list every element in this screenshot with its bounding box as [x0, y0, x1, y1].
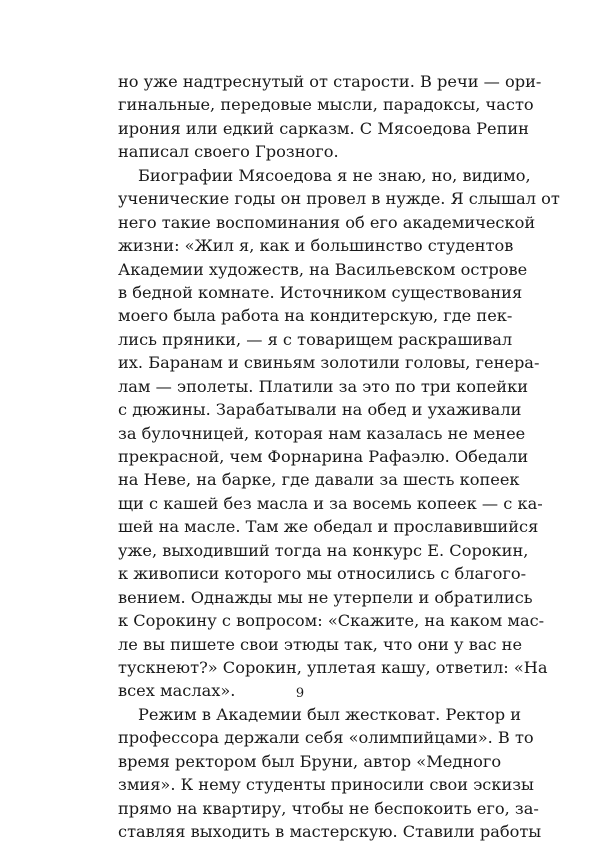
text-line: за булочницей, которая нам казалась не менее [118, 423, 526, 443]
text-line: профессора держали себя «олимпийцами». В то [118, 728, 534, 748]
text-line: Режим в Академии был жестковат. Ректор и [138, 704, 522, 724]
text-line: щи с кашей без масла и за восемь копеек — с ка- [118, 493, 543, 513]
text-line: всех маслах». [118, 681, 236, 701]
text-line: Биографии Мясоедова я не знаю, но, видимо, [138, 165, 531, 185]
text-line: лись пряники, — я с товарищем раскрашивал [118, 329, 513, 349]
text-line: прекрасной, чем Форнарина Рафаэлю. Обедали [118, 447, 529, 466]
text-line: на Неве, на барке, где давали за шесть копеек [118, 470, 520, 490]
page-text-block [118, 70, 560, 843]
text-line: жизни: «Жил я, как и большинство студентов [118, 236, 514, 256]
text-line: Академии художеств, на Васильевском острове [118, 259, 528, 279]
text-line: шей на масле. Там же обедал и прославившийся [118, 517, 539, 537]
text-line: их. Баранам и свиньям золотили головы, генера- [118, 353, 540, 373]
text-line: прямо на квартиру, чтобы не беспокоить его, за- [118, 798, 539, 818]
text-line: ученические годы он провел в нужде. Я слышал от [118, 189, 560, 209]
text-line: ирония или едкий сарказм. С Мясоедова Репин [118, 118, 529, 138]
text-line: моего была работа на кондитерскую, где пек- [118, 306, 513, 326]
text-line: гинальные, передовые мысли, парадоксы, часто [118, 95, 534, 115]
page-number: 9 [295, 686, 305, 701]
text-line: ставляя выходить в мастерскую. Ставили работы [118, 822, 542, 841]
text-line: тускнеют?» Сорокин, уплетая кашу, ответил: «На [118, 657, 548, 677]
text-line: к Сорокину с вопросом: «Скажите, на каком мас- [118, 611, 545, 631]
text-line: написал своего Грозного. [118, 142, 339, 162]
text-line: к живописи которого мы относились с благого- [118, 564, 527, 584]
text-line: него такие воспоминания об его академической [118, 212, 536, 232]
text-line: с дюжины. Зарабатывали на обед и ухаживали [118, 400, 522, 420]
text-line: уже, выходивший тогда на конкурс Е. Сорокин, [118, 540, 529, 560]
text-line: но уже надтреснутый от старости. В речи — ори- [118, 72, 542, 91]
text-line: змия». К нему студенты приносили свои эскизы [118, 775, 534, 795]
text-line: ле вы пишете свои этюды так, что они у вас не [118, 634, 523, 654]
text-line: в бедной комнате. Источником существования [118, 282, 523, 302]
text-line: вением. Однажды мы не утерпели и обратились [118, 587, 533, 607]
text-line: лам — эполеты. Платили за это по три копейки [118, 376, 529, 396]
text-line: время ректором был Бруни, автор «Медного [118, 751, 502, 771]
